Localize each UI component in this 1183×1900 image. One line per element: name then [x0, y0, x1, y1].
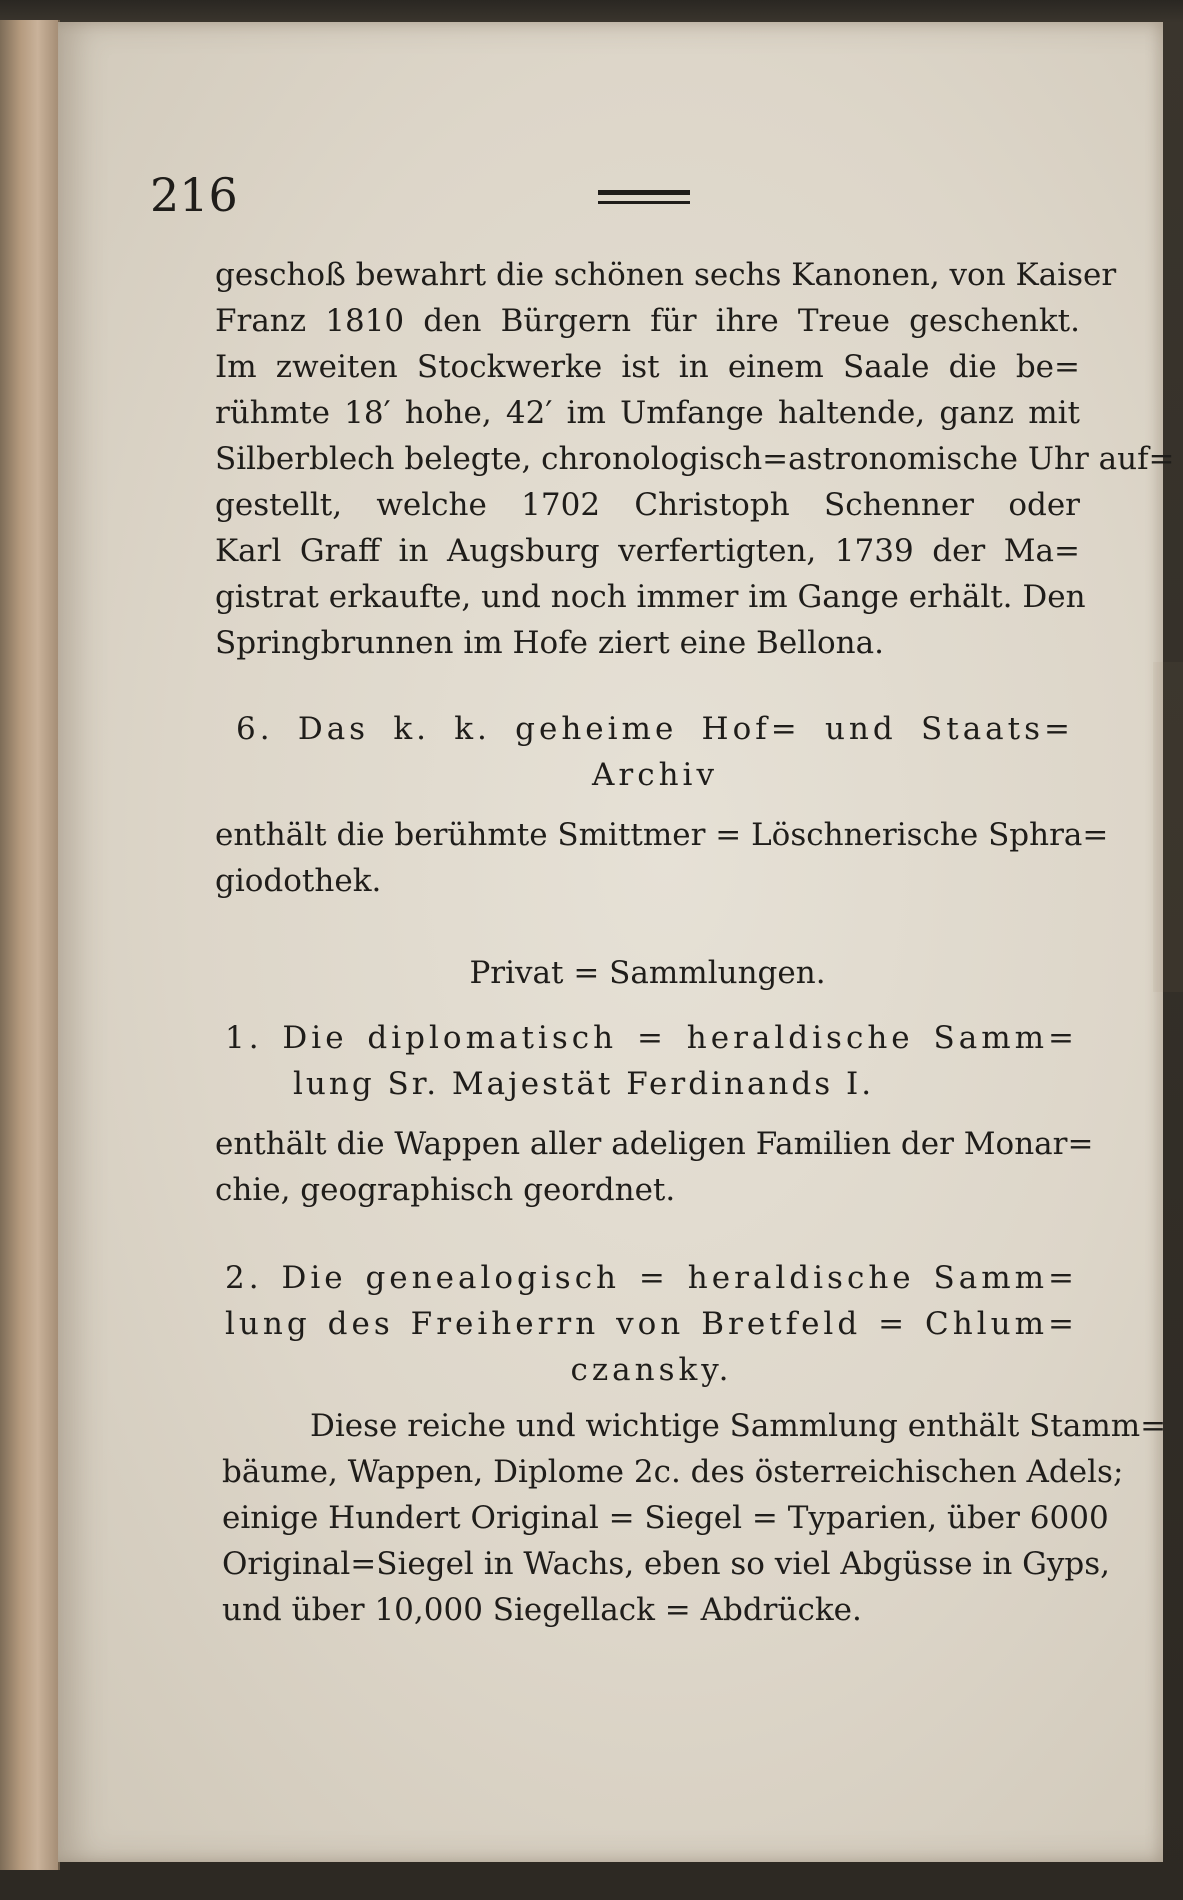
page-number: 216 — [150, 168, 238, 222]
item-2-text — [222, 1403, 1167, 1633]
item-title-line: 1. Die diplomatisch = heraldische Samm= — [225, 1020, 1078, 1056]
text-line: gistrat erkaufte, und noch immer im Gange erhält. Den — [215, 579, 1086, 615]
item-title-line: lung Sr. Majestät Ferdinands I. — [293, 1066, 875, 1102]
item-1-text — [215, 1121, 1094, 1213]
section-6-title — [236, 706, 1074, 798]
heading-line: Privat = Sammlungen. — [469, 955, 826, 991]
item-title-line: lung des Freiherrn von Bretfeld = Chlum= — [225, 1306, 1078, 1342]
text-line: geschoß bewahrt die schönen sechs Kanonen, von Kaiser — [215, 257, 1117, 293]
text-line: giodothek. — [215, 863, 382, 899]
text-line: gestellt, welche 1702 Christoph Schenner oder — [215, 487, 1080, 523]
text-line: Im zweiten Stockwerke ist in einem Saale die be= — [215, 349, 1080, 385]
text-line: Springbrunnen im Hofe ziert eine Bellona. — [215, 625, 884, 661]
item-1-title — [225, 1015, 1078, 1107]
section-6-text — [215, 812, 1109, 904]
section-title-line: Archiv — [592, 757, 718, 793]
text-line: Franz 1810 den Bürgern für ihre Treue geschenkt. — [215, 303, 1080, 339]
text-line: enthält die berühmte Smittmer = Löschnerische Sphra= — [215, 817, 1109, 853]
text-line: bäume, Wappen, Diplome 2c. des österreichischen Adels; — [222, 1454, 1124, 1490]
item-title-line: czansky. — [570, 1352, 733, 1388]
text-line: rühmte 18′ hohe, 42′ im Umfange haltende, ganz mit — [215, 395, 1080, 431]
text-line: enthält die Wappen aller adeligen Familien der Monar= — [215, 1126, 1094, 1162]
text-line: chie, geographisch geordnet. — [215, 1172, 676, 1208]
header-rule — [598, 190, 690, 204]
text-line: einige Hundert Original = Siegel = Typarien, über 6000 — [222, 1500, 1109, 1536]
page-stain — [1153, 662, 1183, 992]
text-line: Silberblech belegte, chronologisch=astronomische Uhr auf= — [215, 441, 1175, 477]
text-line: und über 10,000 Siegellack = Abdrücke. — [222, 1592, 862, 1628]
private-collections-heading — [215, 950, 1080, 996]
text-line: Diese reiche und wichtige Sammlung enthält Stamm= — [310, 1408, 1167, 1444]
text-line: Karl Graff in Augsburg verfertigten, 1739 der Ma= — [215, 533, 1080, 569]
item-title-line: 2. Die genealogisch = heraldische Samm= — [225, 1260, 1078, 1296]
section-title-line: 6. Das k. k. geheime Hof= und Staats= — [236, 711, 1074, 747]
item-2-title — [225, 1255, 1078, 1393]
paragraph-intro — [215, 252, 1175, 666]
text-line: Original=Siegel in Wachs, eben so viel Abgüsse in Gyps, — [222, 1546, 1111, 1582]
book-spine-edge — [0, 20, 60, 1870]
